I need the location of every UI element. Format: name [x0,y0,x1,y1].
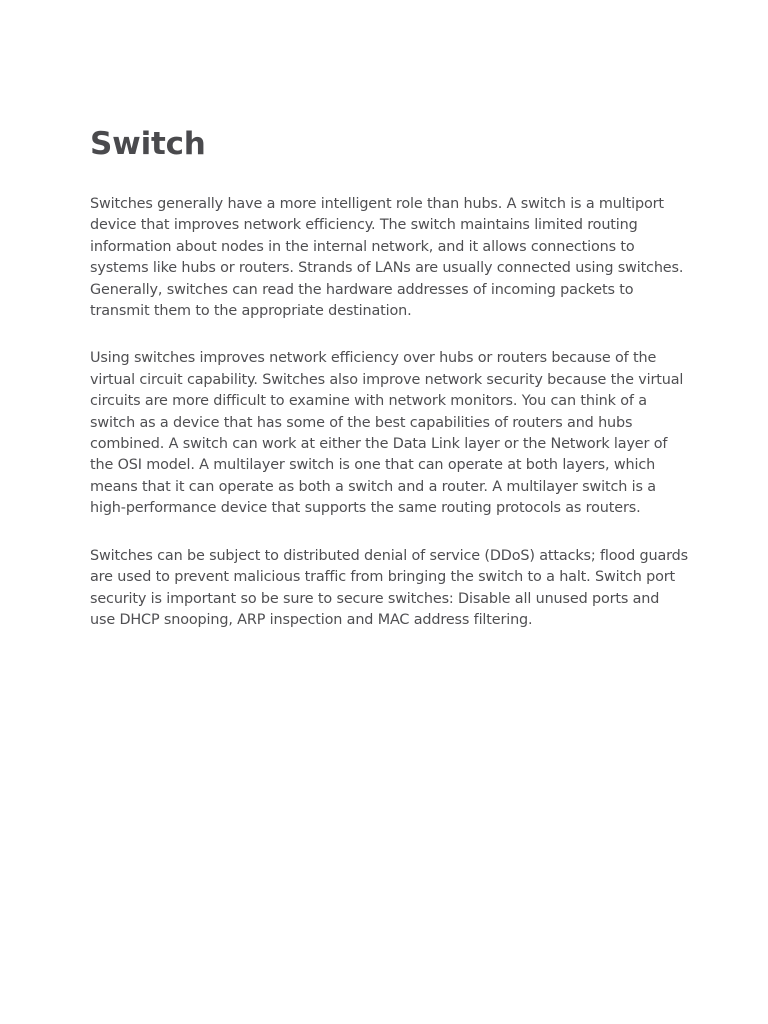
page-title: Switch [90,126,206,162]
document-body [90,194,688,631]
paragraph-1: Switches generally have a more intelligent role than hubs. A switch is a multiport device that improves network efficiency. The switch maintains limited routing information about nodes in the internal network, and it allows connections to systems like hubs or routers. Strands of LANs are usually connected using switches. Generally, switches can read the hardware addresses of incoming packets to transmit them to the appropriate destination. [90,196,684,320]
paragraph-3: Switches can be subject to distributed denial of service (DDoS) attacks; flood guards are used to prevent malicious traffic from bringing the switch to a halt. Switch port security is important so be sure to secure switches: Disable all unused ports and use DHCP snooping, ARP inspection and MAC address filtering. [90,547,688,628]
paragraph-2: Using switches improves network efficiency over hubs or routers because of the virtual circuit capability. Switches also improve network security because the virtual circuits are more difficult to examine with network monitors. You can think of a switch as a device that has some of the best capabilities of routers and hubs combined. A switch can work at either the Data Link layer or the Network layer of the OSI model. A multilayer switch is one that can operate at both layers, which means that it can operate as both a switch and a router. A multilayer switch is a high-performance device that supports the same routing protocols as routers. [90,350,684,517]
document-page [90,118,688,657]
